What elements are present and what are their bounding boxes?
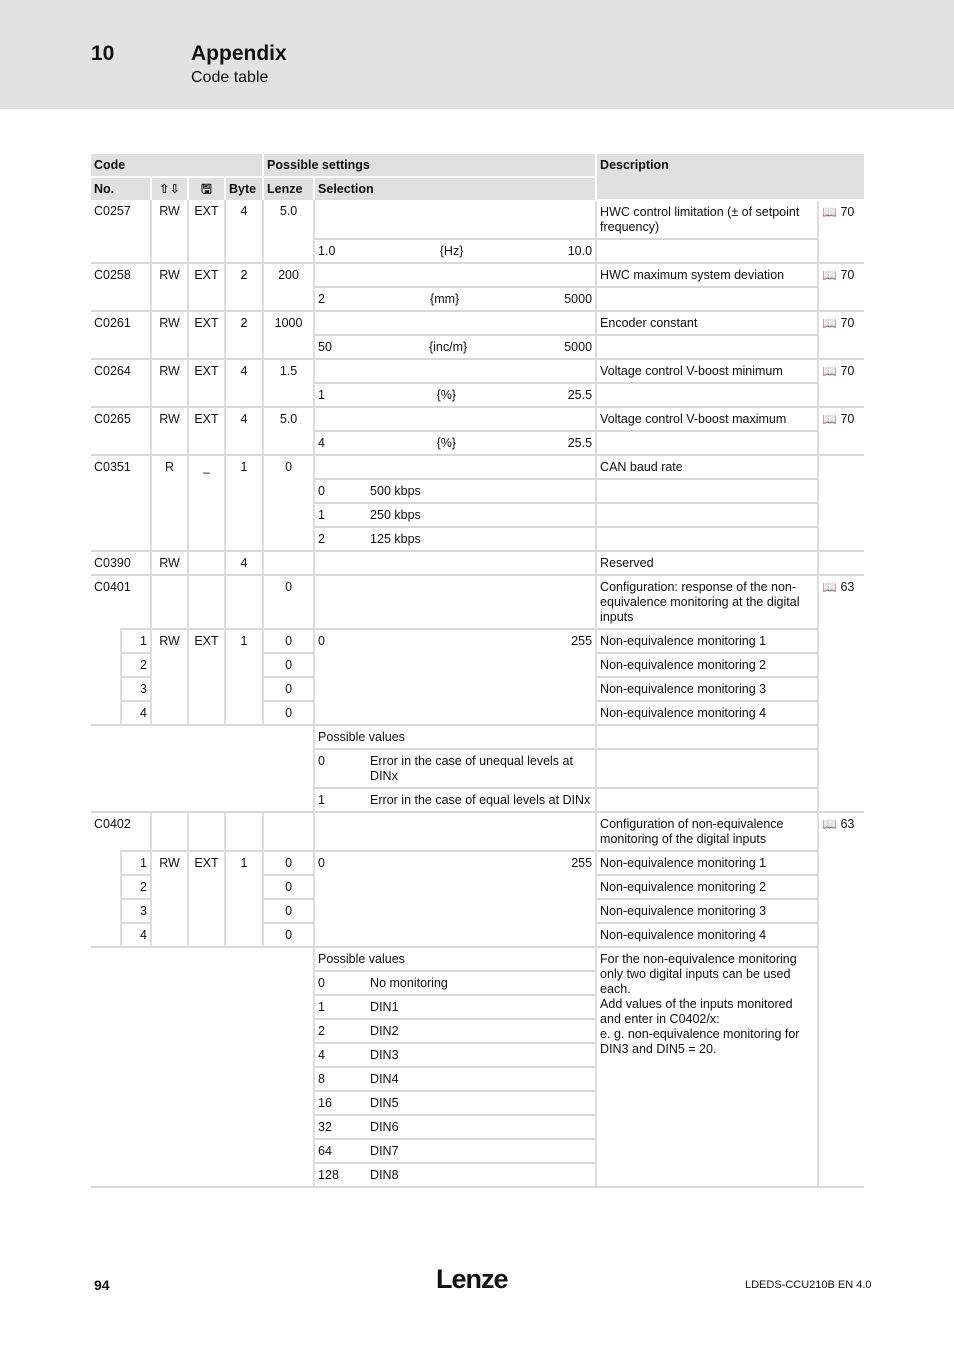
range-unit: {Hz} <box>439 244 464 258</box>
option-label: 250 kbps <box>367 503 596 527</box>
book-icon: 📖 <box>822 580 837 594</box>
indent-cell <box>91 875 121 899</box>
lenze-cell: 0 <box>263 629 314 653</box>
table-row <box>91 851 864 875</box>
lenze-cell: 0 <box>263 677 314 701</box>
option-value: 2 <box>314 527 367 551</box>
description-cell: Non-equivalence monitoring 1 <box>596 629 818 653</box>
header-no: No. <box>91 177 151 200</box>
range-max: 5000 <box>564 292 593 306</box>
range-min: 50 <box>318 340 332 354</box>
description-cell: Voltage control V-boost maximum <box>596 407 818 431</box>
byte-cell: 2 <box>225 263 263 311</box>
sub-number: 1 <box>121 629 151 653</box>
lenze-cell: 0 <box>263 851 314 875</box>
byte-cell: 1 <box>225 629 263 725</box>
range-max: 255 <box>571 856 593 870</box>
description-cell: HWC control limitation (± of setpoint frequency) <box>596 200 818 239</box>
code-cell: C0261 <box>91 311 151 359</box>
lenze-empty <box>263 812 314 851</box>
description-empty <box>596 431 818 455</box>
table-row <box>91 947 864 971</box>
description-cell: CAN baud rate <box>596 455 818 479</box>
range-max: 25.5 <box>567 436 593 450</box>
description-cell: Reserved <box>596 551 818 575</box>
code-cell: C0402 <box>91 812 151 851</box>
access-cell: RW <box>151 359 188 407</box>
indent-cell <box>91 851 121 875</box>
byte-cell: 4 <box>225 200 263 263</box>
save-empty <box>188 551 225 575</box>
access-cell: R <box>151 455 188 551</box>
description-cell: Non-equivalence monitoring 3 <box>596 677 818 701</box>
access-cell: RW <box>151 551 188 575</box>
table-row-c0402 <box>91 812 864 851</box>
lenze-logo: Lenze <box>436 1264 508 1294</box>
lenze-cell: 0 <box>263 899 314 923</box>
save-cell: EXT <box>188 311 225 359</box>
save-cell: EXT <box>188 263 225 311</box>
selection-empty <box>314 575 596 629</box>
lenze-cell: 200 <box>263 263 314 311</box>
selection-range <box>314 851 596 947</box>
document-id: LDEDS-CCU210B EN 4.0 <box>745 1279 872 1291</box>
reference-cell <box>818 575 864 812</box>
byte-cell: 4 <box>225 359 263 407</box>
description-cell: Non-equivalence monitoring 1 <box>596 851 818 875</box>
lenze-cell: 1000 <box>263 311 314 359</box>
description-empty <box>596 788 818 812</box>
access-cell: RW <box>151 629 188 725</box>
access-cell: RW <box>151 407 188 455</box>
blank-cell <box>91 725 314 812</box>
option-label: Error in the case of equal levels at DINx <box>367 788 596 812</box>
option-value: 128 <box>314 1163 367 1187</box>
option-label: DIN6 <box>367 1115 596 1139</box>
indent-cell <box>91 677 121 701</box>
range-max: 10.0 <box>567 244 593 258</box>
save-cell: _ <box>188 455 225 551</box>
description-empty <box>596 749 818 788</box>
lenze-empty <box>263 551 314 575</box>
chapter-number: 10 <box>91 42 115 65</box>
reference-cell <box>818 311 864 359</box>
header-possible-settings: Possible settings <box>263 154 596 177</box>
book-icon: 📖 <box>822 316 837 330</box>
selection-range <box>314 239 596 263</box>
range-max: 5000 <box>564 340 593 354</box>
option-value: 2 <box>314 1019 367 1043</box>
lenze-cell: 1.5 <box>263 359 314 407</box>
sub-number: 4 <box>121 701 151 725</box>
description-empty <box>596 527 818 551</box>
description-cell: Configuration of non-equivalence monitoring of the digital inputs <box>596 812 818 851</box>
description-cell: Non-equivalence monitoring 4 <box>596 701 818 725</box>
selection-empty <box>314 263 596 287</box>
table-row-c0401 <box>91 575 864 629</box>
option-value: 0 <box>314 749 367 788</box>
option-label: DIN5 <box>367 1091 596 1115</box>
description-empty <box>596 503 818 527</box>
range-min: 2 <box>318 292 325 306</box>
sub-number: 1 <box>121 851 151 875</box>
save-empty <box>188 575 225 629</box>
page-ref: 70 <box>840 205 855 219</box>
access-cell: RW <box>151 200 188 263</box>
option-label: DIN7 <box>367 1139 596 1163</box>
option-value: 32 <box>314 1115 367 1139</box>
reference-cell <box>818 812 864 1187</box>
selection-empty <box>314 812 596 851</box>
possible-values-label: Possible values <box>314 947 596 971</box>
page-ref: 63 <box>840 580 855 594</box>
option-value: 1 <box>314 995 367 1019</box>
selection-range <box>314 335 596 359</box>
option-value: 4 <box>314 1043 367 1067</box>
save-cell: EXT <box>188 200 225 263</box>
table-row-c0390 <box>91 551 864 575</box>
range-unit: {mm} <box>430 292 460 306</box>
table-row-c0258 <box>91 263 864 287</box>
book-icon: 📖 <box>822 817 837 831</box>
code-cell: C0258 <box>91 263 151 311</box>
option-label: DIN2 <box>367 1019 596 1043</box>
sub-number: 3 <box>121 677 151 701</box>
range-min: 1.0 <box>318 244 336 258</box>
byte-cell: 4 <box>225 551 263 575</box>
blank-cell <box>91 947 314 1187</box>
range-unit: {inc/m} <box>428 340 468 354</box>
page-header <box>0 0 954 109</box>
code-cell: C0390 <box>91 551 151 575</box>
code-cell: C0401 <box>91 575 151 629</box>
indent-cell <box>91 629 121 653</box>
book-icon: 📖 <box>822 412 837 426</box>
description-cell: Non-equivalence monitoring 2 <box>596 875 818 899</box>
option-label: Error in the case of unequal levels at DINx <box>367 749 596 788</box>
access-cell: RW <box>151 851 188 947</box>
description-cell: Voltage control V-boost minimum <box>596 359 818 383</box>
option-label: 500 kbps <box>367 479 596 503</box>
save-empty <box>188 812 225 851</box>
option-label: No monitoring <box>367 971 596 995</box>
table-row <box>91 725 864 749</box>
range-min: 4 <box>318 436 325 450</box>
lenze-cell: 0 <box>263 923 314 947</box>
table-row-c0261 <box>91 311 864 335</box>
description-cell: Non-equivalence monitoring 2 <box>596 653 818 677</box>
range-min: 0 <box>318 856 325 870</box>
selection-range <box>314 431 596 455</box>
header-lenze: Lenze <box>263 177 314 200</box>
description-cell: Non-equivalence monitoring 4 <box>596 923 818 947</box>
description-cell: HWC maximum system deviation <box>596 263 818 287</box>
selection-range <box>314 383 596 407</box>
save-icon: 🖫 <box>188 177 225 200</box>
table-row <box>91 629 864 653</box>
selection-range <box>314 287 596 311</box>
code-cell: C0264 <box>91 359 151 407</box>
option-value: 1 <box>314 503 367 527</box>
access-cell: RW <box>151 263 188 311</box>
selection-empty <box>314 455 596 479</box>
sub-number: 4 <box>121 923 151 947</box>
option-label: DIN8 <box>367 1163 596 1187</box>
range-unit: {%} <box>436 388 457 402</box>
selection-range <box>314 629 596 725</box>
description-empty <box>596 335 818 359</box>
access-cell: RW <box>151 311 188 359</box>
lenze-cell: 0 <box>263 875 314 899</box>
description-empty <box>596 239 818 263</box>
table-header-row <box>91 154 864 177</box>
book-icon: 📖 <box>822 364 837 378</box>
book-icon: 📖 <box>822 268 837 282</box>
page-number: 94 <box>94 1277 110 1293</box>
section-title: Code table <box>191 69 269 86</box>
lenze-cell: 0 <box>263 701 314 725</box>
range-max: 255 <box>571 634 593 648</box>
option-label: DIN3 <box>367 1043 596 1067</box>
byte-empty <box>225 575 263 629</box>
selection-empty <box>314 407 596 431</box>
description-empty <box>596 725 818 749</box>
option-value: 8 <box>314 1067 367 1091</box>
description-empty <box>596 383 818 407</box>
option-label: DIN4 <box>367 1067 596 1091</box>
reference-cell <box>818 407 864 455</box>
reference-cell <box>818 359 864 407</box>
note-cell: For the non-equivalence monitoring only two digital inputs can be used each. Add values of the inputs monitored and enter in C0402/x: e. g. non-equivalence monitoring for DIN3 and DIN5 = 20. <box>596 947 818 1187</box>
reference-empty <box>818 551 864 575</box>
page-ref: 70 <box>840 268 855 282</box>
code-table <box>91 154 864 1188</box>
code-cell: C0351 <box>91 455 151 551</box>
description-cell: Non-equivalence monitoring 3 <box>596 899 818 923</box>
access-empty <box>151 575 188 629</box>
option-label: DIN1 <box>367 995 596 1019</box>
lenze-cell: 0 <box>263 653 314 677</box>
lenze-cell: 5.0 <box>263 407 314 455</box>
option-label: 125 kbps <box>367 527 596 551</box>
byte-empty <box>225 812 263 851</box>
access-empty <box>151 812 188 851</box>
description-cell: Configuration: response of the non-equivalence monitoring at the digital inputs <box>596 575 818 629</box>
updown-icon: ⇧⇩ <box>151 177 188 200</box>
selection-empty <box>314 551 596 575</box>
byte-cell: 1 <box>225 851 263 947</box>
description-cell: Encoder constant <box>596 311 818 335</box>
description-empty <box>596 479 818 503</box>
option-value: 64 <box>314 1139 367 1163</box>
sub-number: 2 <box>121 875 151 899</box>
table-row-c0265 <box>91 407 864 431</box>
range-min: 0 <box>318 634 325 648</box>
lenze-cell: 5.0 <box>263 200 314 263</box>
selection-empty <box>314 311 596 335</box>
byte-cell: 2 <box>225 311 263 359</box>
possible-values-label: Possible values <box>314 725 596 749</box>
indent-cell <box>91 923 121 947</box>
code-cell: C0257 <box>91 200 151 263</box>
header-selection: Selection <box>314 177 596 200</box>
option-value: 1 <box>314 788 367 812</box>
reference-cell <box>818 263 864 311</box>
table-row-c0264 <box>91 359 864 383</box>
page-ref: 70 <box>840 412 855 426</box>
page-ref: 70 <box>840 364 855 378</box>
indent-cell <box>91 701 121 725</box>
option-value: 0 <box>314 971 367 995</box>
save-cell: EXT <box>188 851 225 947</box>
save-cell: EXT <box>188 629 225 725</box>
header-byte: Byte <box>225 177 263 200</box>
chapter-title: Appendix <box>191 42 287 65</box>
selection-empty <box>314 200 596 239</box>
book-icon: 📖 <box>822 205 837 219</box>
range-max: 25.5 <box>567 388 593 402</box>
sub-number: 3 <box>121 899 151 923</box>
code-cell: C0265 <box>91 407 151 455</box>
description-empty <box>596 287 818 311</box>
byte-cell: 4 <box>225 407 263 455</box>
sub-number: 2 <box>121 653 151 677</box>
reference-empty <box>818 455 864 551</box>
page-ref: 70 <box>840 316 855 330</box>
header-code: Code <box>91 154 263 177</box>
option-value: 16 <box>314 1091 367 1115</box>
indent-cell <box>91 899 121 923</box>
save-cell: EXT <box>188 359 225 407</box>
page-ref: 63 <box>840 817 855 831</box>
byte-cell: 1 <box>225 455 263 551</box>
table-row-c0257 <box>91 200 864 239</box>
header-description: Description <box>596 154 864 200</box>
lenze-cell: 0 <box>263 455 314 551</box>
selection-empty <box>314 359 596 383</box>
table-row-c0351 <box>91 455 864 479</box>
lenze-cell: 0 <box>263 575 314 629</box>
reference-cell <box>818 200 864 263</box>
save-cell: EXT <box>188 407 225 455</box>
indent-cell <box>91 653 121 677</box>
range-min: 1 <box>318 388 325 402</box>
option-value: 0 <box>314 479 367 503</box>
range-unit: {%} <box>436 436 457 450</box>
